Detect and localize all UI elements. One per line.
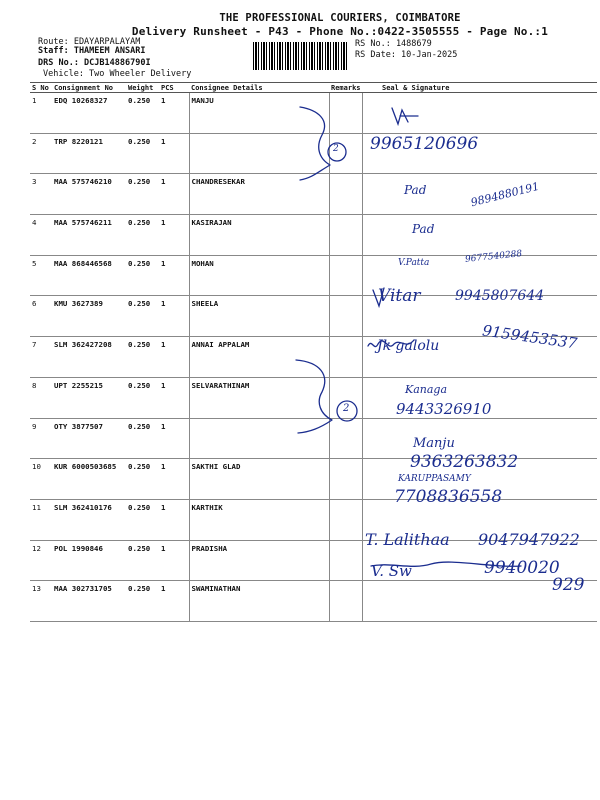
col-consignment: Consignment No: [52, 83, 126, 93]
hw-phone-row5: 9677540288: [464, 249, 523, 265]
row-sno: 3: [30, 174, 52, 215]
hw-sign-row13: V. Sw: [371, 562, 412, 580]
row-pcs: 1: [159, 337, 189, 378]
col-remarks: Remarks: [331, 83, 361, 92]
row-consignment-no: POL 1990846: [52, 540, 126, 581]
row-consignee: SHEELA: [189, 296, 329, 337]
row-sno: 7: [30, 337, 52, 378]
row-consignee: ANNAI APPALAM: [189, 337, 329, 378]
hw-sign-row4: Pad: [412, 222, 435, 236]
row-weight: 0.250: [126, 174, 159, 215]
row-consignment-no: MAA 302731705: [52, 581, 126, 622]
hw-sign-row9: Kanaga: [405, 383, 448, 396]
table-row: [30, 133, 597, 174]
row-remarks: [329, 418, 362, 459]
vehicle-label: Vehicle: Two Wheeler Delivery: [43, 69, 192, 79]
hw-phone-row9: 9443326910: [396, 400, 492, 418]
row-remarks: [329, 255, 362, 296]
row-remarks: [329, 540, 362, 581]
row-remarks: [329, 337, 362, 378]
row-consignment-no: MAA 575746210: [52, 174, 126, 215]
row-weight: 0.250: [126, 459, 159, 500]
row-sno: 13: [30, 581, 52, 622]
row-remarks: [329, 459, 362, 500]
hw-bracket-count-1: 2: [333, 144, 339, 154]
hw-sign-row6: Vitar: [378, 286, 421, 306]
col-signature: Seal & Signature: [362, 83, 597, 93]
row-consignee: KASIRAJAN: [189, 215, 329, 256]
row-pcs: 1: [159, 459, 189, 500]
col-sno: S No: [30, 83, 52, 93]
row-pcs: 1: [159, 540, 189, 581]
row-sno: 1: [30, 93, 52, 134]
hw-phone-row7: 9159453537: [481, 321, 579, 353]
row-consignment-no: SLM 362410176: [52, 499, 126, 540]
col-weight: Weight: [126, 83, 159, 93]
hw-sign-row11: KARUPPASAMY: [398, 474, 471, 484]
row-consignment-no: SLM 362427208: [52, 337, 126, 378]
row-pcs: 1: [159, 133, 189, 174]
row-pcs: 1: [159, 499, 189, 540]
hw-sign-row3: Pad: [404, 183, 427, 197]
row-sno: 6: [30, 296, 52, 337]
hw-phone-row13-cont: 929: [552, 575, 585, 595]
row-pcs: 1: [159, 418, 189, 459]
table-row: [30, 581, 597, 622]
row-consignment-no: MAA 575746211: [52, 215, 126, 256]
row-sno: 11: [30, 499, 52, 540]
row-consignee: KARTHIK: [189, 499, 329, 540]
rs-date: RS Date: 10-Jan-2025: [355, 50, 458, 60]
row-consignee: [189, 418, 329, 459]
row-consignment-no: OTY 3877507: [52, 418, 126, 459]
row-signature: [362, 215, 597, 256]
row-consignee: SELVARATHINAM: [189, 377, 329, 418]
row-weight: 0.250: [126, 215, 159, 256]
row-weight: 0.250: [126, 133, 159, 174]
route-label: Route: EDAYARPALAYAM: [38, 37, 141, 47]
hw-sign-row7: Jk galolu: [377, 338, 440, 354]
hw-phone-row13: 9940020: [484, 558, 560, 578]
row-sno: 12: [30, 540, 52, 581]
runsheet-subtitle: Delivery Runsheet - P43 - Phone No.:0422-3505555 - Page No.:1: [131, 25, 549, 38]
row-pcs: 1: [159, 296, 189, 337]
row-consignee: CHANDRESEKAR: [189, 174, 329, 215]
row-sno: 8: [30, 377, 52, 418]
row-pcs: 1: [159, 174, 189, 215]
hw-sign-row10: Manju: [413, 436, 455, 451]
row-consignee: SAKTHI GLAD: [189, 459, 329, 500]
company-title: THE PROFESSIONAL COURIERS, COIMBATORE: [219, 12, 461, 24]
row-weight: 0.250: [126, 93, 159, 134]
hw-sign-row12: T. Lalithaa: [365, 530, 450, 549]
hw-phone-row12: 9047947922: [478, 530, 580, 549]
staff-label: Staff: THAMEEM ANSARI: [38, 46, 146, 56]
row-weight: 0.250: [126, 499, 159, 540]
row-sno: 2: [30, 133, 52, 174]
row-weight: 0.250: [126, 296, 159, 337]
row-weight: 0.250: [126, 377, 159, 418]
row-consignment-no: UPT 2255215: [52, 377, 126, 418]
row-weight: 0.250: [126, 540, 159, 581]
row-remarks: [329, 174, 362, 215]
row-pcs: 1: [159, 581, 189, 622]
hw-phone-row6: 9945807644: [455, 288, 545, 304]
row-sno: 10: [30, 459, 52, 500]
row-sno: 9: [30, 418, 52, 459]
row-remarks: [329, 93, 362, 134]
row-remarks: [329, 215, 362, 256]
table-row: [30, 377, 597, 418]
row-sno: 4: [30, 215, 52, 256]
row-consignment-no: MAA 868446568: [52, 255, 126, 296]
row-remarks: [329, 296, 362, 337]
hw-phone-row11: 7708836558: [394, 487, 503, 507]
barcode-image: [253, 42, 348, 70]
table-header-row: [30, 83, 597, 93]
col-pcs: PCS: [159, 83, 189, 93]
col-consignee: Consignee Details: [189, 83, 329, 93]
hw-phone-row10: 9363263832: [410, 452, 519, 472]
row-remarks: [329, 499, 362, 540]
row-consignment-no: EDQ 10268327: [52, 93, 126, 134]
row-consignee: MOHAN: [189, 255, 329, 296]
row-pcs: 1: [159, 215, 189, 256]
hw-bracket-count-2: 2: [343, 403, 350, 414]
row-consignee: PRADISHA: [189, 540, 329, 581]
drs-number: DRS No.: DCJB14886790I: [38, 58, 151, 68]
row-pcs: 1: [159, 377, 189, 418]
row-weight: 0.250: [126, 255, 159, 296]
row-consignee: SWAMINATHAN: [189, 581, 329, 622]
row-weight: 0.250: [126, 581, 159, 622]
row-consignee: [189, 133, 329, 174]
hw-sign-row5: V.Patta: [398, 258, 430, 268]
row-consignee: MANJU: [189, 93, 329, 134]
hw-phone-row2: 9965120696: [370, 134, 479, 154]
table-row: [30, 93, 597, 134]
row-pcs: 1: [159, 255, 189, 296]
row-signature: [362, 93, 597, 134]
row-weight: 0.250: [126, 337, 159, 378]
row-remarks: [329, 581, 362, 622]
row-weight: 0.250: [126, 418, 159, 459]
row-consignment-no: KUR 6000503685: [52, 459, 126, 500]
hw-phone-row3: 9894880191: [469, 179, 541, 210]
row-pcs: 1: [159, 93, 189, 134]
row-consignment-no: KMU 3627389: [52, 296, 126, 337]
row-consignment-no: TRP 8220121: [52, 133, 126, 174]
rs-number: RS No.: 1488679: [355, 39, 432, 49]
row-sno: 5: [30, 255, 52, 296]
